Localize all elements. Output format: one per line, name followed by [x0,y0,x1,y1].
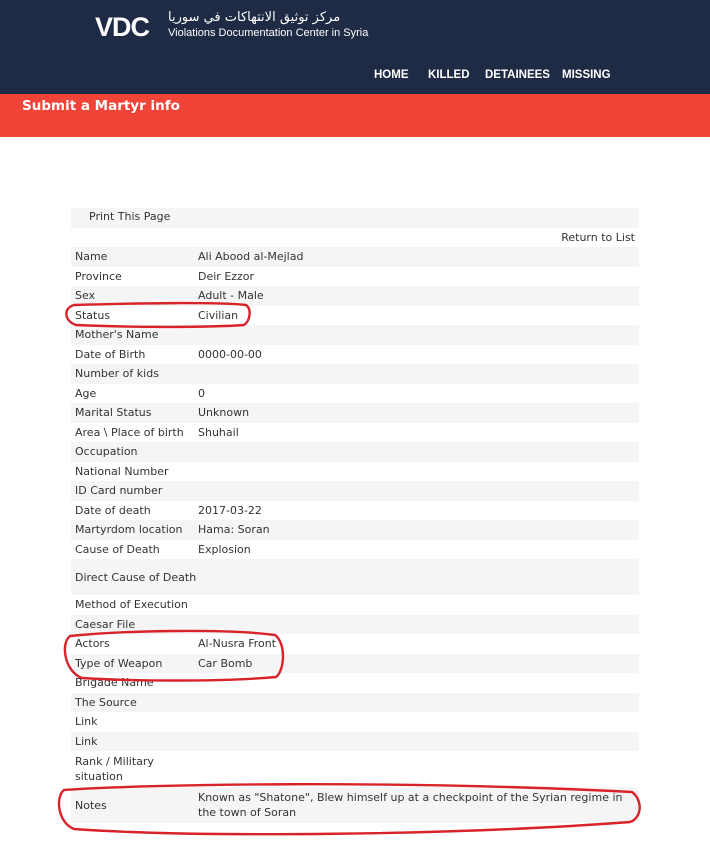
field-value [198,442,639,462]
field-value [198,325,639,345]
table-row [71,732,639,752]
field-label: Link [75,734,98,748]
table-row [71,540,639,560]
table-row [71,364,639,384]
table-row [71,751,639,787]
table-row [71,693,639,713]
table-row [71,501,639,521]
field-value [198,559,639,595]
field-value: Known as "Shatone", Blew himself up at a checkpoint of the Syrian regime in the town of Soran [198,791,623,819]
field-label: Age [75,386,97,400]
table-row [71,673,639,693]
field-value: Adult - Male [198,289,264,303]
logo-arabic-text: مركز توثيق الانتهاكات في سوريا [168,10,341,25]
return-row [71,228,639,247]
field-label: Date of Birth [75,347,146,361]
field-value [198,823,639,842]
site-header [0,0,710,94]
field-value: Ali Abood al-Mejlad [198,250,304,264]
return-link[interactable]: Return to List [561,231,635,244]
table-row [71,247,639,267]
table-row [71,520,639,540]
table-row [71,654,639,674]
field-label: Type of Weapon [75,656,163,670]
print-row [71,208,639,228]
field-label: Status [75,308,111,322]
field-label: Province [75,269,122,283]
table-row [71,286,639,306]
field-value [198,481,639,501]
field-value [198,693,639,713]
print-link[interactable]: Print This Page [89,210,171,223]
details-table [71,247,639,842]
field-value: Unknown [198,406,250,420]
field-value [198,615,639,635]
field-label: Cause of Death [75,542,160,556]
table-row [71,712,639,732]
table-row [71,615,639,635]
field-label: Actors [75,637,110,651]
field-value: 2017-03-22 [198,503,262,517]
nav-killed[interactable]: KILLED [428,69,470,81]
field-value [198,673,639,693]
field-label: ID Card number [75,484,163,498]
field-value: Civilian [198,308,239,322]
field-value [198,364,639,384]
field-label: Method of Execution [75,598,188,612]
field-value: Shuhail [198,425,239,439]
field-value [198,712,639,732]
logo-text: VDC [95,12,150,42]
field-label: Marital Status [75,406,152,420]
field-label: Link [75,715,98,729]
page-title: Submit a Martyr info [22,98,180,114]
field-label: Notes [75,798,107,812]
table-row [71,345,639,365]
table-row [71,384,639,404]
field-label: Date of death [75,503,151,517]
field-value: Car Bomb [198,656,253,670]
field-label: The Source [75,695,137,709]
field-label: Number of kids [75,367,159,381]
field-label: Name [75,250,108,264]
table-row [71,481,639,501]
field-value: Al-Nusra Front [198,637,277,651]
field-label: Mother's Name [75,328,159,342]
table-row [71,442,639,462]
field-label: Martyrdom location [75,523,183,537]
field-label: Direct Cause of Death [75,570,197,584]
field-label: Caesar File [75,617,136,631]
table-row [71,634,639,654]
field-value [198,462,639,482]
field-value [198,595,639,615]
table-row [71,403,639,423]
logo-english-text: Violations Documentation Center in Syria [168,27,369,39]
nav-missing[interactable]: MISSING [562,69,611,81]
field-label: National Number [75,464,169,478]
field-label: Brigade Name [75,676,154,690]
field-value: Explosion [198,542,251,556]
nav-home[interactable]: HOME [374,69,409,81]
field-label: Occupation [75,445,138,459]
martyr-details [71,208,639,842]
field-value [198,732,639,752]
field-value [198,751,639,787]
vdc-logo[interactable] [95,12,149,43]
table-row [71,462,639,482]
table-row [71,325,639,345]
nav-detainees[interactable]: DETAINEES [485,69,550,81]
table-row [71,267,639,287]
table-row [71,423,639,443]
table-row [71,595,639,615]
field-label: Area \ Place of birth [75,425,184,439]
table-row [71,823,639,842]
field-label: Rank / Military situation [75,755,154,783]
field-label: Sex [75,289,96,303]
field-value: Hama: Soran [198,523,270,537]
field-value: 0000-00-00 [198,347,262,361]
table-row [71,306,639,326]
table-row [71,559,639,595]
table-row [71,787,639,823]
field-label [71,823,198,842]
field-value: 0 [198,386,205,400]
page-banner [0,94,710,137]
field-value: Deir Ezzor [198,269,255,283]
